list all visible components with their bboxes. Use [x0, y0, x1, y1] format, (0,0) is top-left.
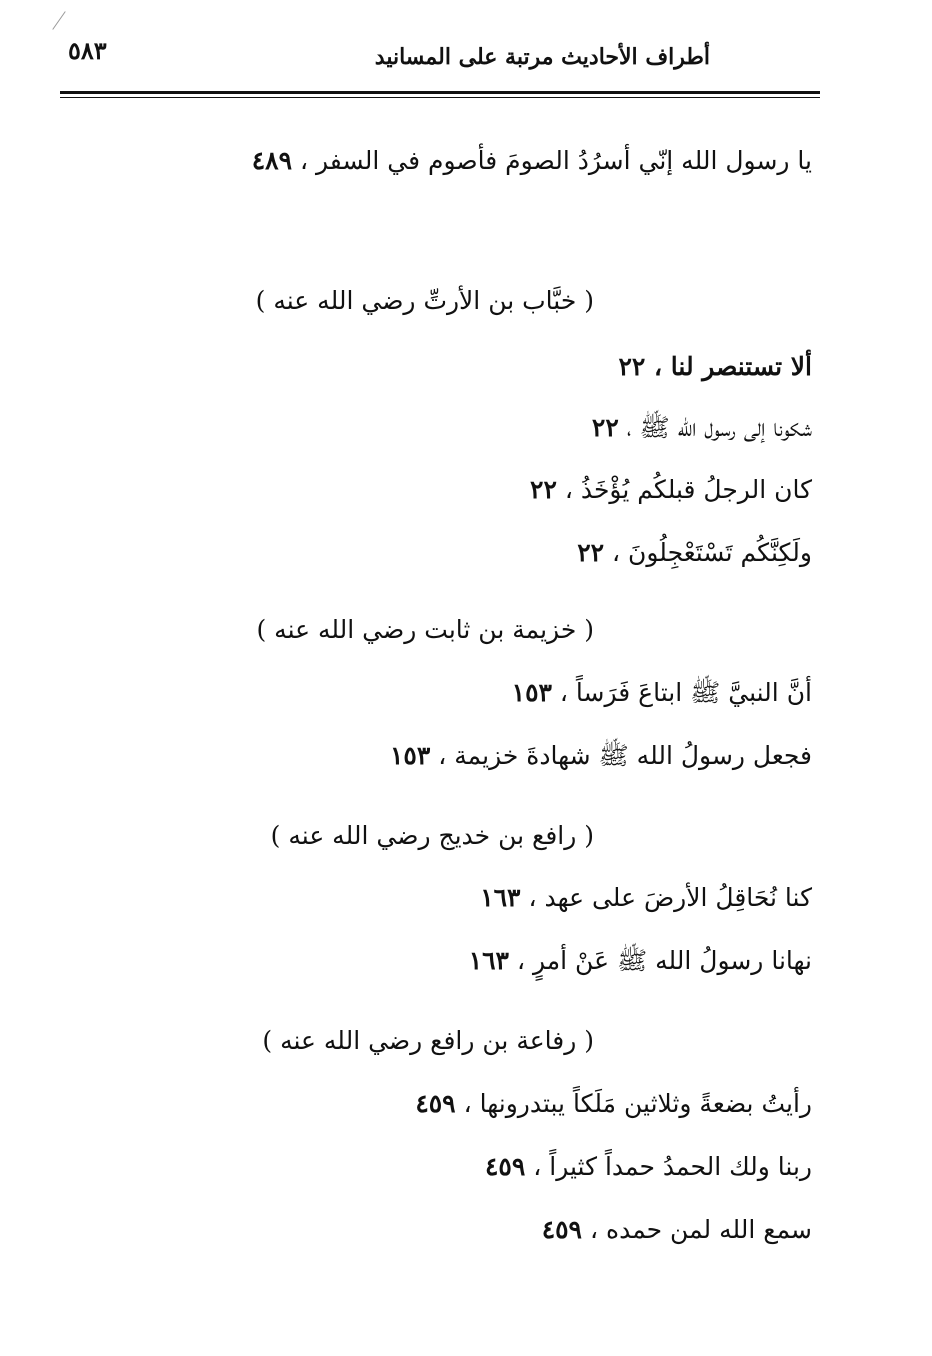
- entry-text: كنا نُحَاقِلُ الأرضَ على عهد ،: [528, 883, 812, 912]
- entry-text: رأيتُ بضعةً وثلاثين مَلَكاً يبتدرونها ،: [463, 1089, 812, 1118]
- companion-heading: [271, 823, 594, 848]
- entry-reference: ١٦٣: [480, 883, 521, 912]
- entry-text: يا رسول الله إنّي أسرُدُ الصومَ فأصوم في السفر ،: [300, 146, 812, 175]
- entry-text: فجعل رسولُ الله ﷺ شهادةَ خزيمة ،: [438, 741, 812, 770]
- page-header: [58, 34, 820, 84]
- entry-text: ألا تستنصر لنا ،: [654, 352, 812, 381]
- entry-reference: ٢٢: [591, 413, 619, 442]
- hadith-entry: [592, 415, 812, 440]
- hadith-entry: [512, 680, 812, 705]
- entry-reference: ١٥٣: [511, 678, 552, 707]
- entry-reference: ٤٥٩: [415, 1089, 456, 1118]
- running-title: أطراف الأحاديث مرتبة على المسانيد: [374, 44, 710, 70]
- hadith-entry: [530, 477, 812, 502]
- header-rule-thick: [60, 91, 820, 94]
- hadith-entry: [252, 148, 812, 173]
- entry-reference: ٤٥٩: [485, 1152, 526, 1181]
- entry-reference: ٢٢: [530, 475, 557, 504]
- entry-text: سمع الله لمن حمده ،: [589, 1215, 812, 1244]
- entry-reference: ٤٥٩: [541, 1215, 582, 1244]
- entry-text: ولَكِنَّكُم تَسْتَعْجِلُونَ ،: [612, 538, 812, 567]
- entry-text: ربنا ولك الحمدُ حمداً كثيراً ،: [533, 1152, 812, 1181]
- companion-name: ( خزيمة بن ثابت رضي الله عنه ): [256, 615, 594, 644]
- entry-text: شكونا إلى رسول الله ﷺ ،: [626, 413, 812, 442]
- hadith-entry: [469, 948, 812, 973]
- hadith-entry: [415, 1091, 812, 1116]
- companion-name: ( رفاعة بن رافع رضي الله عنه ): [262, 1026, 594, 1055]
- entry-reference: ١٦٣: [468, 946, 509, 975]
- hadith-entry: [485, 1154, 812, 1179]
- entry-reference: ٢٢: [577, 538, 605, 567]
- hadith-entry: [618, 354, 812, 379]
- companion-heading: [256, 288, 594, 313]
- companion-heading: [256, 617, 594, 642]
- companion-heading: [262, 1028, 594, 1053]
- hadith-entry: [577, 540, 812, 565]
- entry-reference: ٢٢: [618, 352, 646, 381]
- hadith-entry: [390, 743, 812, 768]
- hadith-entry: [480, 885, 812, 910]
- companion-name: ( رافع بن خديج رضي الله عنه ): [270, 821, 594, 850]
- entry-text: أنَّ النبيَّ ﷺ ابتاعَ فَرَساً ،: [559, 678, 812, 707]
- hadith-entry: [542, 1217, 812, 1242]
- entry-reference: ١٥٣: [389, 741, 431, 770]
- companion-name: ( خبَّاب بن الأرتِّ رضي الله عنه ): [255, 286, 594, 315]
- page-number: ٥٨٣: [68, 36, 107, 65]
- entry-reference: ٤٨٩: [251, 146, 293, 175]
- entry-text: نهانا رسولُ الله ﷺ عَنْ أمرٍ ،: [516, 946, 812, 975]
- header-rule-thin: [60, 97, 820, 98]
- entry-text: كان الرجلُ قبلكُم يُؤْخَذُ ،: [564, 475, 812, 504]
- scan-mark: [52, 11, 65, 30]
